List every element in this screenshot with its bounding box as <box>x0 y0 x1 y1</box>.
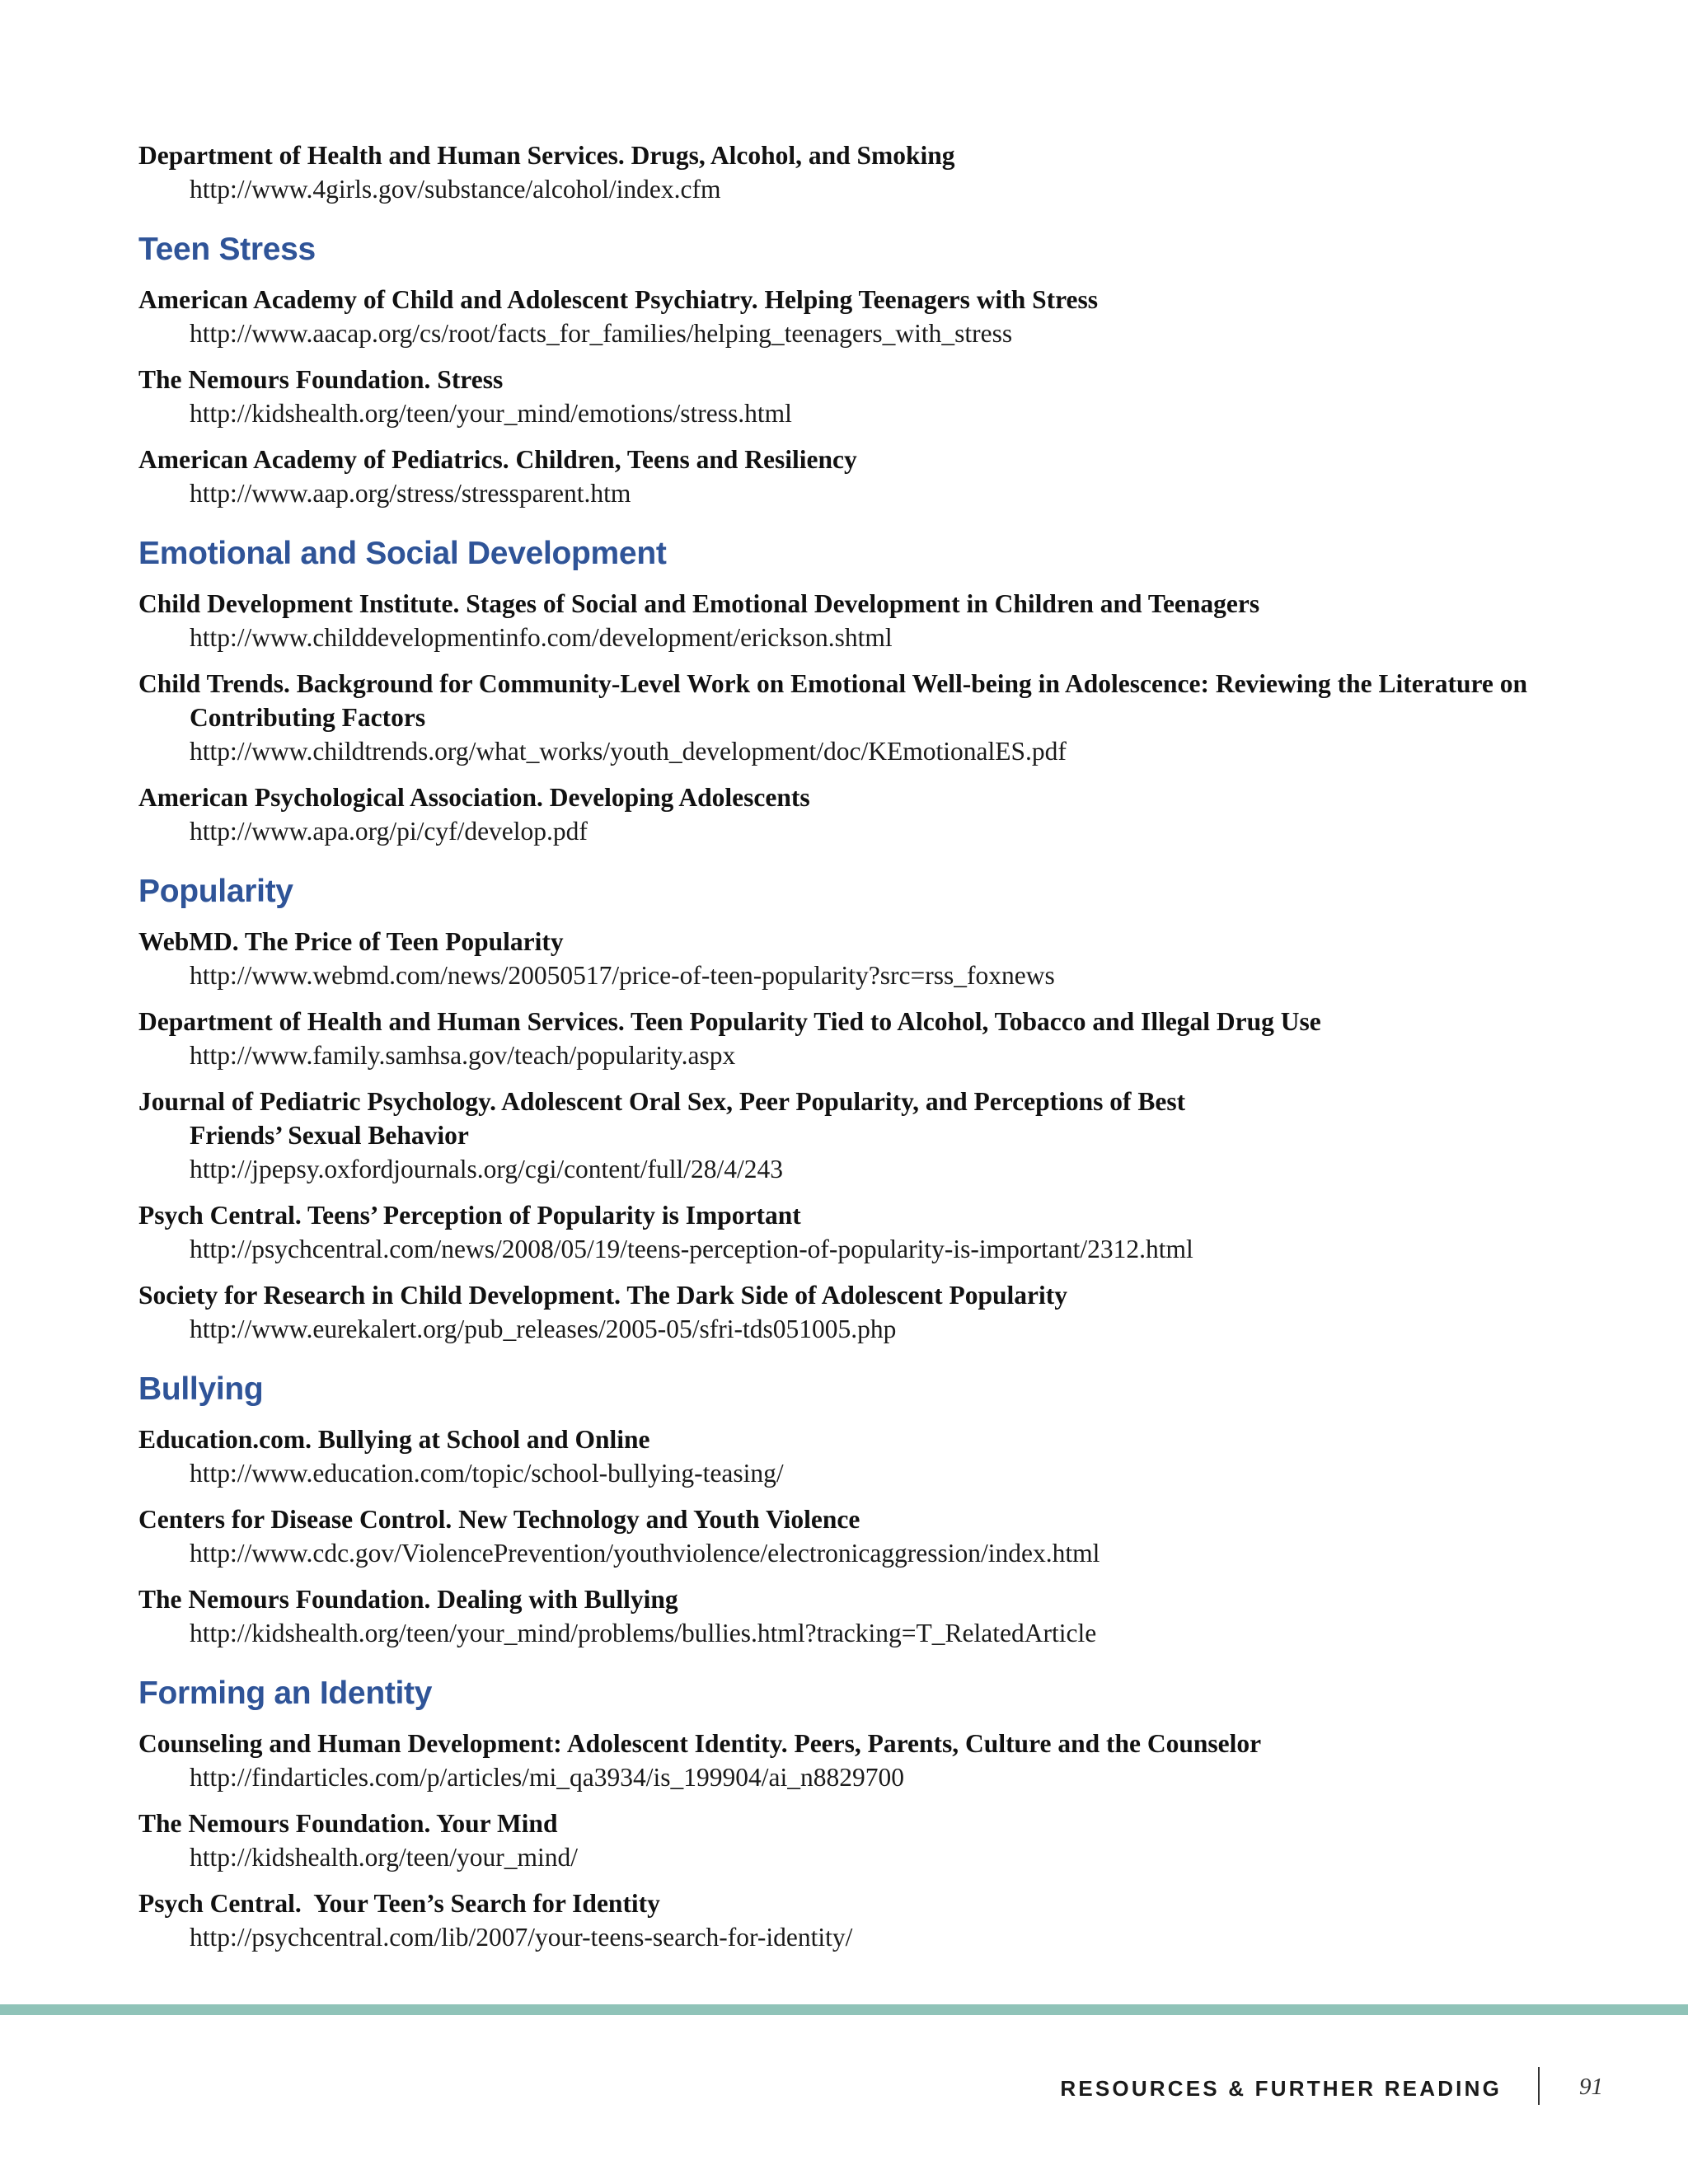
resource-title: American Psychological Association. Developing Adolescents <box>138 783 810 812</box>
section-heading: Forming an Identity <box>138 1675 433 1711</box>
resource-title: WebMD. The Price of Teen Popularity <box>138 927 564 956</box>
resource-entry <box>138 1198 1639 1266</box>
resource-entry <box>138 1582 1639 1650</box>
resource-entry <box>138 1422 1639 1490</box>
resource-entry <box>138 443 1639 510</box>
resource-entry <box>138 1005 1639 1072</box>
resource-title: Child Development Institute. Stages of Social and Emotional Development in Children and Teenagers <box>138 589 1260 618</box>
footer-section-label: RESOURCES & FURTHER READING <box>1060 2076 1502 2101</box>
resource-title: Department of Health and Human Services. Teen Popularity Tied to Alcohol, Tobacco and Illegal Drug Use <box>138 1007 1321 1036</box>
resource-url[interactable]: http://www.childdevelopmentinfo.com/development/erickson.shtml <box>190 623 893 652</box>
resource-entry <box>138 1502 1639 1570</box>
resource-url[interactable]: http://psychcentral.com/lib/2007/your-teens-search-for-identity/ <box>190 1923 853 1952</box>
resource-url[interactable]: http://www.aacap.org/cs/root/facts_for_families/helping_teenagers_with_stress <box>190 319 1013 348</box>
resource-title: Psych Central. Teens’ Perception of Popularity is Important <box>138 1201 801 1230</box>
section-heading: Emotional and Social Development <box>138 536 667 571</box>
resource-title: The Nemours Foundation. Your Mind <box>138 1809 558 1838</box>
resource-url[interactable]: http://www.family.samhsa.gov/teach/popularity.aspx <box>190 1041 736 1070</box>
resource-entry <box>138 1886 1639 1954</box>
resource-entry <box>138 925 1639 992</box>
resource-title: The Nemours Foundation. Stress <box>138 365 504 394</box>
resource-entry <box>138 667 1639 768</box>
resource-url[interactable]: http://www.4girls.gov/substance/alcohol/index.cfm <box>190 175 721 204</box>
resource-entry <box>138 363 1639 430</box>
resource-title: The Nemours Foundation. Dealing with Bullying <box>138 1585 678 1614</box>
resource-url[interactable]: http://www.eurekalert.org/pub_releases/2005-05/sfri-tds051005.php <box>190 1315 897 1343</box>
resource-entry <box>138 1807 1639 1874</box>
section-forming-an-identity <box>138 1675 1639 1954</box>
footer-divider <box>1538 2067 1540 2105</box>
section-emotional-social-development <box>138 535 1639 848</box>
resource-entry <box>138 587 1639 654</box>
resource-url[interactable]: http://www.education.com/topic/school-bullying-teasing/ <box>190 1459 784 1488</box>
footer-accent-bar <box>0 2004 1688 2015</box>
section-popularity <box>138 873 1639 1346</box>
section-heading: Bullying <box>138 1371 264 1407</box>
resource-url[interactable]: http://www.cdc.gov/ViolencePrevention/youthviolence/electronicaggression/index.html <box>190 1539 1100 1568</box>
resource-list <box>138 138 1639 1966</box>
resource-url[interactable]: http://findarticles.com/p/articles/mi_qa3934/is_199904/ai_n8829700 <box>190 1763 904 1792</box>
resource-title: American Academy of Pediatrics. Children, Teens and Resiliency <box>138 445 857 474</box>
resource-title: Society for Research in Child Development. The Dark Side of Adolescent Popularity <box>138 1281 1067 1310</box>
resource-entry <box>138 283 1639 350</box>
section-teen-stress <box>138 231 1639 510</box>
resource-url[interactable]: http://kidshealth.org/teen/your_mind/emotions/stress.html <box>190 399 792 428</box>
section-continuation <box>138 138 1639 206</box>
resource-entry <box>138 780 1639 848</box>
resource-entry <box>138 1278 1639 1346</box>
resource-title: Centers for Disease Control. New Technology and Youth Violence <box>138 1505 860 1534</box>
resource-url[interactable]: http://kidshealth.org/teen/your_mind/problems/bullies.html?tracking=T_RelatedArticle <box>190 1619 1097 1647</box>
resource-url[interactable]: http://www.aap.org/stress/stressparent.htm <box>190 479 631 508</box>
section-bullying <box>138 1371 1639 1650</box>
resource-url[interactable]: http://psychcentral.com/news/2008/05/19/teens-perception-of-popularity-is-important/2312.html <box>190 1235 1193 1263</box>
resource-url[interactable]: http://www.childtrends.org/what_works/youth_development/doc/KEmotionalES.pdf <box>190 737 1067 766</box>
section-heading: Popularity <box>138 874 293 909</box>
section-heading: Teen Stress <box>138 232 316 267</box>
resource-title: Child Trends. Background for Community-Level Work on Emotional Well-being in Adolescence: Reviewing the Literature on Contributing Factors <box>138 669 1528 732</box>
resource-title: Counseling and Human Development: Adolescent Identity. Peers, Parents, Culture and the Counselor <box>138 1729 1262 1758</box>
resource-entry <box>138 1727 1639 1794</box>
resource-url[interactable]: http://kidshealth.org/teen/your_mind/ <box>190 1843 578 1872</box>
resource-url[interactable]: http://www.apa.org/pi/cyf/develop.pdf <box>190 817 588 846</box>
resource-entry <box>138 1085 1639 1186</box>
resource-title: Department of Health and Human Services. Drugs, Alcohol, and Smoking <box>138 141 955 170</box>
resource-title: Psych Central. Your Teen’s Search for Identity <box>138 1889 660 1918</box>
resource-title: American Academy of Child and Adolescent Psychiatry. Helping Teenagers with Stress <box>138 285 1099 314</box>
resource-title: Education.com. Bullying at School and Online <box>138 1425 650 1454</box>
resource-title: Journal of Pediatric Psychology. Adolescent Oral Sex, Peer Popularity, and Perceptions of Best Friends’ Sexual Behavior <box>138 1087 1186 1150</box>
resource-url[interactable]: http://jpepsy.oxfordjournals.org/cgi/content/full/28/4/243 <box>190 1155 784 1183</box>
resource-url[interactable]: http://www.webmd.com/news/20050517/price-of-teen-popularity?src=rss_foxnews <box>190 961 1055 990</box>
resource-entry <box>138 138 1639 206</box>
page-number: 91 <box>1579 2074 1603 2100</box>
